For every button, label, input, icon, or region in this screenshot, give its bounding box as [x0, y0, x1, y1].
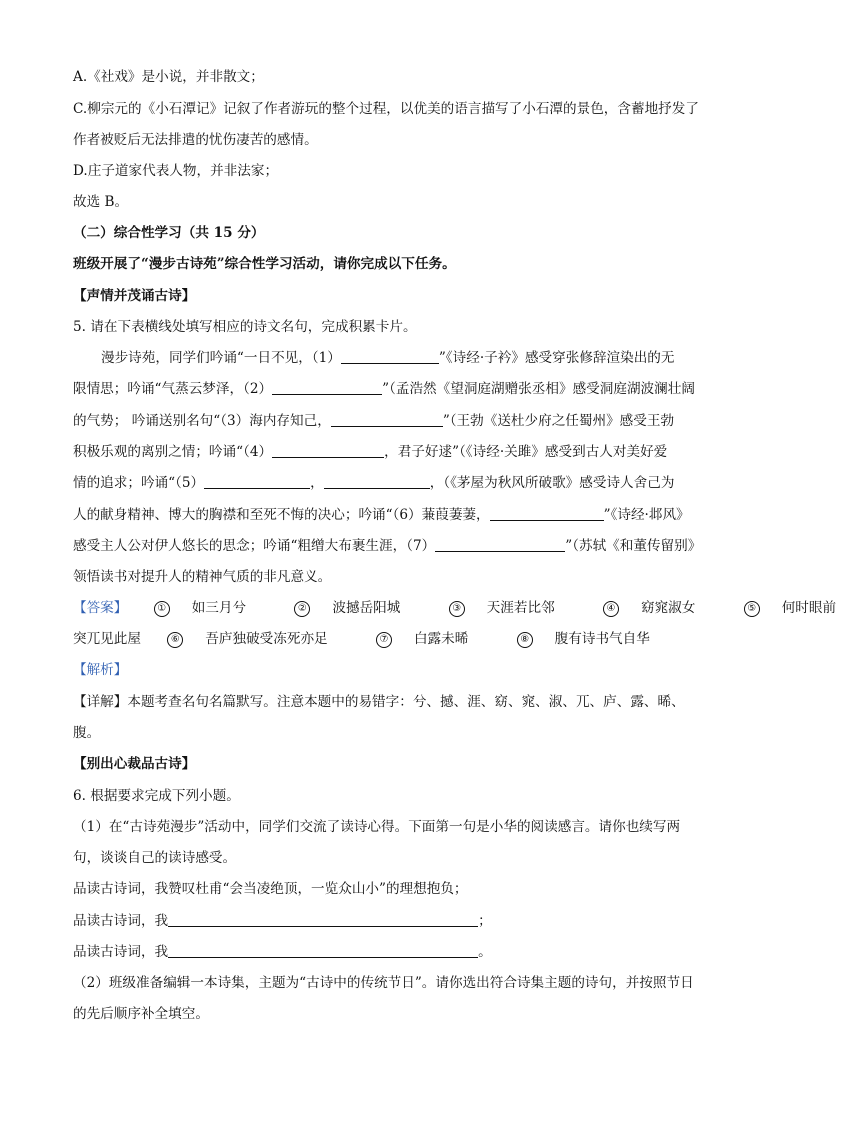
text: ， — [310, 475, 324, 491]
answer-text: 天涯若比邻 — [486, 600, 555, 616]
answer-item — [376, 630, 490, 648]
answer-item — [744, 599, 858, 617]
line-option-a: A.《社戏》是小说，并非散文； — [73, 69, 264, 85]
answer-text: 波撼岳阳城 — [332, 600, 401, 616]
section-heading: （二）综合性学习（共 15 分） — [73, 225, 265, 241]
answer-text: 腹有诗书气自华 — [554, 631, 650, 647]
q5-line-4 — [73, 443, 667, 461]
blank-fill-2 — [168, 943, 478, 958]
q6-part2-line-2: 的先后顺序补全填空。 — [73, 1006, 209, 1022]
blank-2 — [272, 380, 382, 395]
line-option-c: C.柳宗元的《小石潭记》记叙了作者游玩的整个过程，以优美的语言描写了小石潭的景色，含蓄地抒发了 — [73, 101, 699, 117]
q6-part2-line-1: （2）班级准备编辑一本诗集，主题为“古诗中的传统节日”。请你选出符合诗集主题的诗句，并按照节日 — [73, 975, 694, 991]
num-circle: ⑥ — [167, 632, 183, 648]
detail-line-2: 腹。 — [73, 725, 101, 741]
text: ，君子好逑”（《诗经·关雎》感受到古人对美好爱 — [384, 444, 668, 460]
task-heading-2: 【别出心裁品古诗】 — [73, 756, 196, 772]
q6-part1-line-1: （1）在“古诗苑漫步”活动中，同学们交流了读诗心得。下面第一句是小华的阅读感言。请你也续写两 — [73, 819, 681, 835]
blank-fill-1 — [168, 912, 478, 927]
answer-text: 如三月兮 — [191, 600, 247, 616]
detail-line-1: 【详解】本题考查名句名篇默写。注意本题中的易错字：兮、撼、涯、窈、窕、淑、兀、庐、露、晞、 — [73, 694, 685, 710]
text: ”《诗经·子衿》感受穿张修辞渲染出的无 — [438, 350, 675, 366]
text: ，（《茅屋为秋风所破歌》感受诗人舍己为 — [429, 475, 675, 491]
q5-line-3 — [73, 412, 674, 430]
answer-text: 突兀见此屋 — [73, 631, 141, 647]
answer-text: 何时眼前 — [781, 600, 837, 616]
text: ”《诗经·邶风》 — [603, 507, 690, 523]
num-circle: ⑦ — [376, 632, 392, 648]
text: 情的追求；吟诵“（5） — [73, 475, 205, 491]
q6-fill-2 — [73, 943, 492, 961]
num-circle: ② — [294, 601, 310, 617]
blank-7 — [435, 537, 565, 552]
num-circle: ⑤ — [744, 601, 760, 617]
text: 限情思；吟诵“气蒸云梦泽，（2） — [73, 381, 273, 397]
blank-6 — [490, 506, 604, 521]
blank-1 — [341, 349, 439, 364]
q6-fill-1 — [73, 912, 492, 930]
text: ”（孟浩然《望洞庭湖赠张丞相》感受洞庭湖波澜壮阔 — [382, 381, 695, 397]
answer-item — [294, 599, 422, 617]
task-heading-1: 【声情并茂诵古诗】 — [73, 288, 196, 304]
text: ； — [478, 913, 492, 929]
answer-item — [603, 599, 717, 617]
q5-line-6 — [73, 506, 690, 524]
answer-item — [517, 630, 672, 648]
num-circle: ④ — [603, 601, 619, 617]
answer-item — [449, 599, 577, 617]
num-circle: ① — [154, 601, 170, 617]
q5-line-8: 领悟读书对提升人的精神气质的非凡意义。 — [73, 569, 332, 585]
text: ”（苏轼《和董传留别》 — [565, 538, 702, 554]
text: 人的献身精神、博大的胸襟和至死不悔的决心；吟诵“（6）蒹葭萋萋， — [73, 507, 490, 523]
text: 品读古诗词，我 — [73, 913, 169, 929]
q5-line-7 — [73, 537, 701, 555]
q5-line-5 — [73, 474, 674, 492]
line-option-c-cont: 作者被贬后无法排遣的忧伤凄苦的感情。 — [73, 132, 318, 148]
answer-line-2 — [73, 630, 694, 648]
blank-5b — [324, 474, 430, 489]
line-choose: 故选 B。 — [73, 194, 129, 210]
text: 漫步诗苑，同学们吟诵“一日不见，（1） — [101, 350, 341, 366]
activity-intro: 班级开展了“漫步古诗苑”综合性学习活动，请你完成以下任务。 — [73, 256, 456, 272]
blank-4 — [272, 443, 384, 458]
text: 感受主人公对伊人悠长的思念；吟诵“粗缯大布裹生涯，（7） — [73, 538, 436, 554]
answer-item — [154, 599, 268, 617]
answer-label: 【答案】 — [73, 600, 128, 616]
blank-5a — [204, 474, 310, 489]
answer-item — [167, 630, 349, 648]
line-option-d: D.庄子道家代表人物，并非法家； — [73, 163, 279, 179]
q6-example: 品读古诗词，我赞叹杜甫“会当凌绝顶，一览众山小”的理想抱负； — [73, 881, 468, 897]
text: ”（王勃《送杜少府之任蜀州》感受王勃 — [442, 413, 675, 429]
answer-text: 白露未晞 — [413, 631, 469, 647]
analysis-label: 【解析】 — [73, 662, 128, 678]
q6-part1-line-2: 句，谈谈自己的读诗感受。 — [73, 850, 237, 866]
num-circle: ⑧ — [517, 632, 533, 648]
text: 。 — [478, 944, 492, 960]
text: 的气势； 吟诵送别名句“（3）海内存知己， — [73, 413, 331, 429]
answer-line-1 — [73, 599, 858, 617]
question-6: 6. 根据要求完成下列小题。 — [73, 788, 240, 804]
q5-line-1 — [101, 349, 674, 367]
question-5: 5. 请在下表横线处填写相应的诗文名句，完成积累卡片。 — [73, 319, 417, 335]
blank-3 — [331, 412, 443, 427]
text: 品读古诗词，我 — [73, 944, 169, 960]
answer-text: 窈窕淑女 — [641, 600, 696, 616]
answer-text: 吾庐独破受冻死亦足 — [205, 631, 328, 647]
text: 积极乐观的离别之情；吟诵“（4） — [73, 444, 273, 460]
q5-line-2 — [73, 380, 695, 398]
num-circle: ③ — [449, 601, 465, 617]
